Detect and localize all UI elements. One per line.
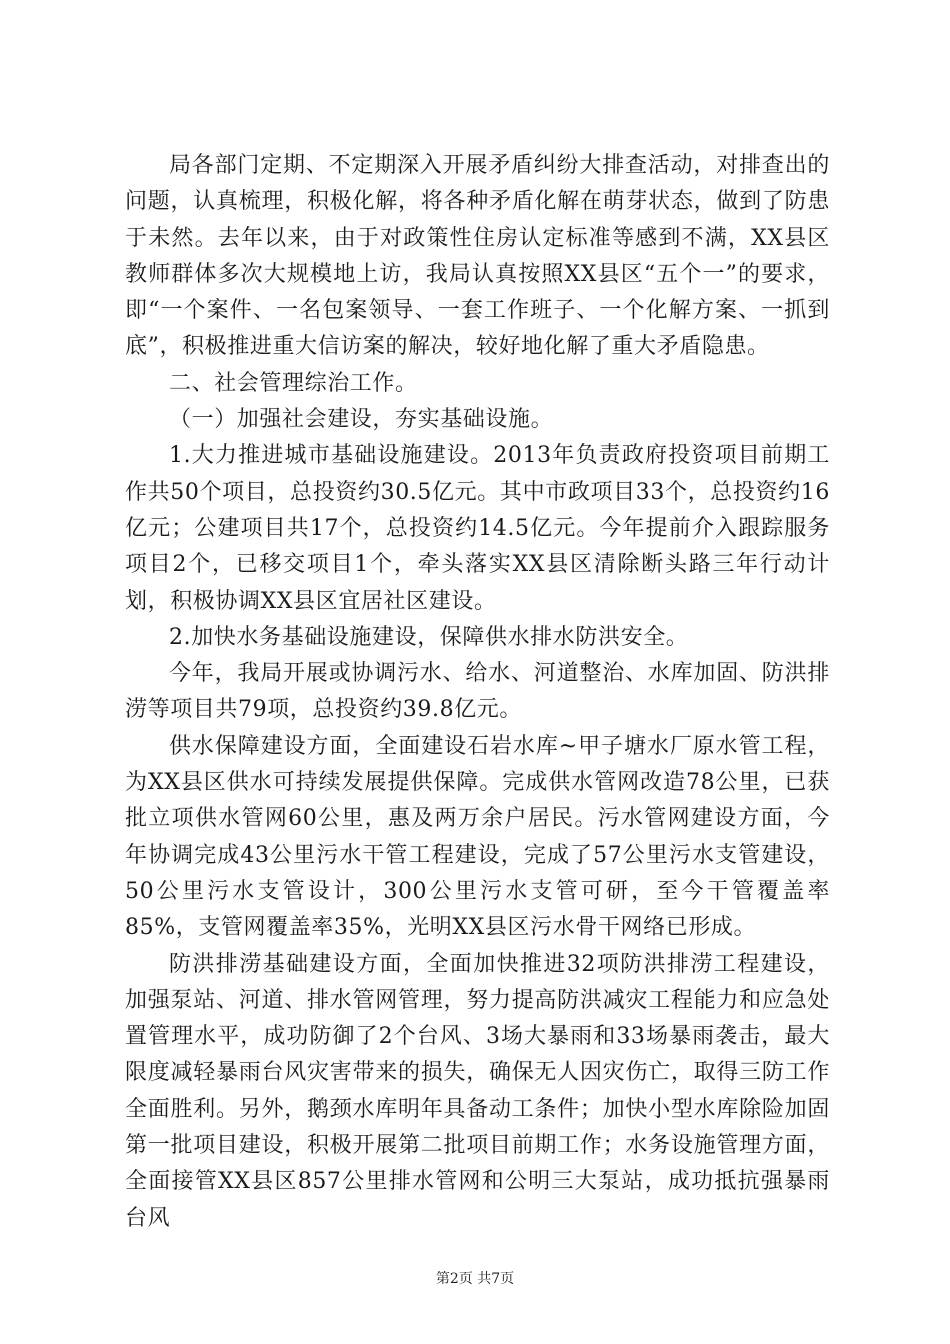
- paragraph-flood-control: 防洪排涝基础建设方面，全面加快推进32项防洪排涝工程建设，加强泵站、河道、排水管网管理，努力提高防洪减灾工程能力和应急处置管理水平，成功防御了2个台风、3场大暴雨和33场暴雨袭击，最大限度减轻暴雨台风灾害带来的损失，确保无人因灾伤亡，取得三防工作全面胜利。另外，鹅颈水库明年具备动工条件；加快小型水库除险加固第一批项目建设，积极开展第二批项目前期工作；水务设施管理方面，全面接管XX县区857公里排水管网和公明三大泵站，成功抵抗强暴雨台风: [125, 951, 830, 1231]
- paragraph-water-projects-summary: 今年，我局开展或协调污水、给水、河道整治、水库加固、防洪排涝等项目共79项，总投资约39.8亿元。: [125, 661, 830, 723]
- paragraph-dispute-resolution: 局各部门定期、不定期深入开展矛盾纠纷大排查活动，对排查出的问题，认真梳理，积极化解，将各种矛盾化解在萌芽状态，做到了防患于未然。去年以来，由于对政策性住房认定标准等感到不满，XX县区教师群体多次大规模地上访，我局认真按照XX县区“五个一”的要求，即“一个案件、一名包案领导、一套工作班子、一个化解方案、一抓到底”，积极推进重大信访案的解决，较好地化解了重大矛盾隐患。: [125, 153, 830, 360]
- page-number-footer: 第2页 共7页: [435, 1271, 515, 1287]
- paragraph-water-infrastructure-heading: 2.加快水务基础设施建设，保障供水排水防洪安全。: [169, 624, 689, 650]
- paragraph-urban-infrastructure: 1.大力推进城市基础设施建设。2013年负责政府投资项目前期工作共50个项目，总投资约30.5亿元。其中市政项目33个，总投资约16亿元；公建项目共17个，总投资约14.5亿元。今年提前介入跟踪服务项目2个，已移交项目1个，牵头落实XX县区清除断头路三年行动计划，积极协调XX县区宜居社区建设。: [125, 443, 830, 614]
- paragraph-water-supply: 供水保障建设方面，全面建设石岩水库~甲子塘水厂原水管工程，为XX县区供水可持续发展提供保障。完成供水管网改造78公里，已获批立项供水管网60公里，惠及两万余户居民。污水管网建设方面，今年协调完成43公里污水干管工程建设，完成了57公里污水支管建设，50公里污水支管设计，300公里污水支管可研，至今干管覆盖率85%，支管网覆盖率35%，光明XX县区污水骨干网络已形成。: [125, 733, 830, 941]
- document-body: [125, 148, 830, 1237]
- subsection-heading-social-construction: （一）加强社会建设，夯实基础设施。: [169, 407, 554, 433]
- section-heading-social-management: 二、社会管理综治工作。: [169, 370, 418, 396]
